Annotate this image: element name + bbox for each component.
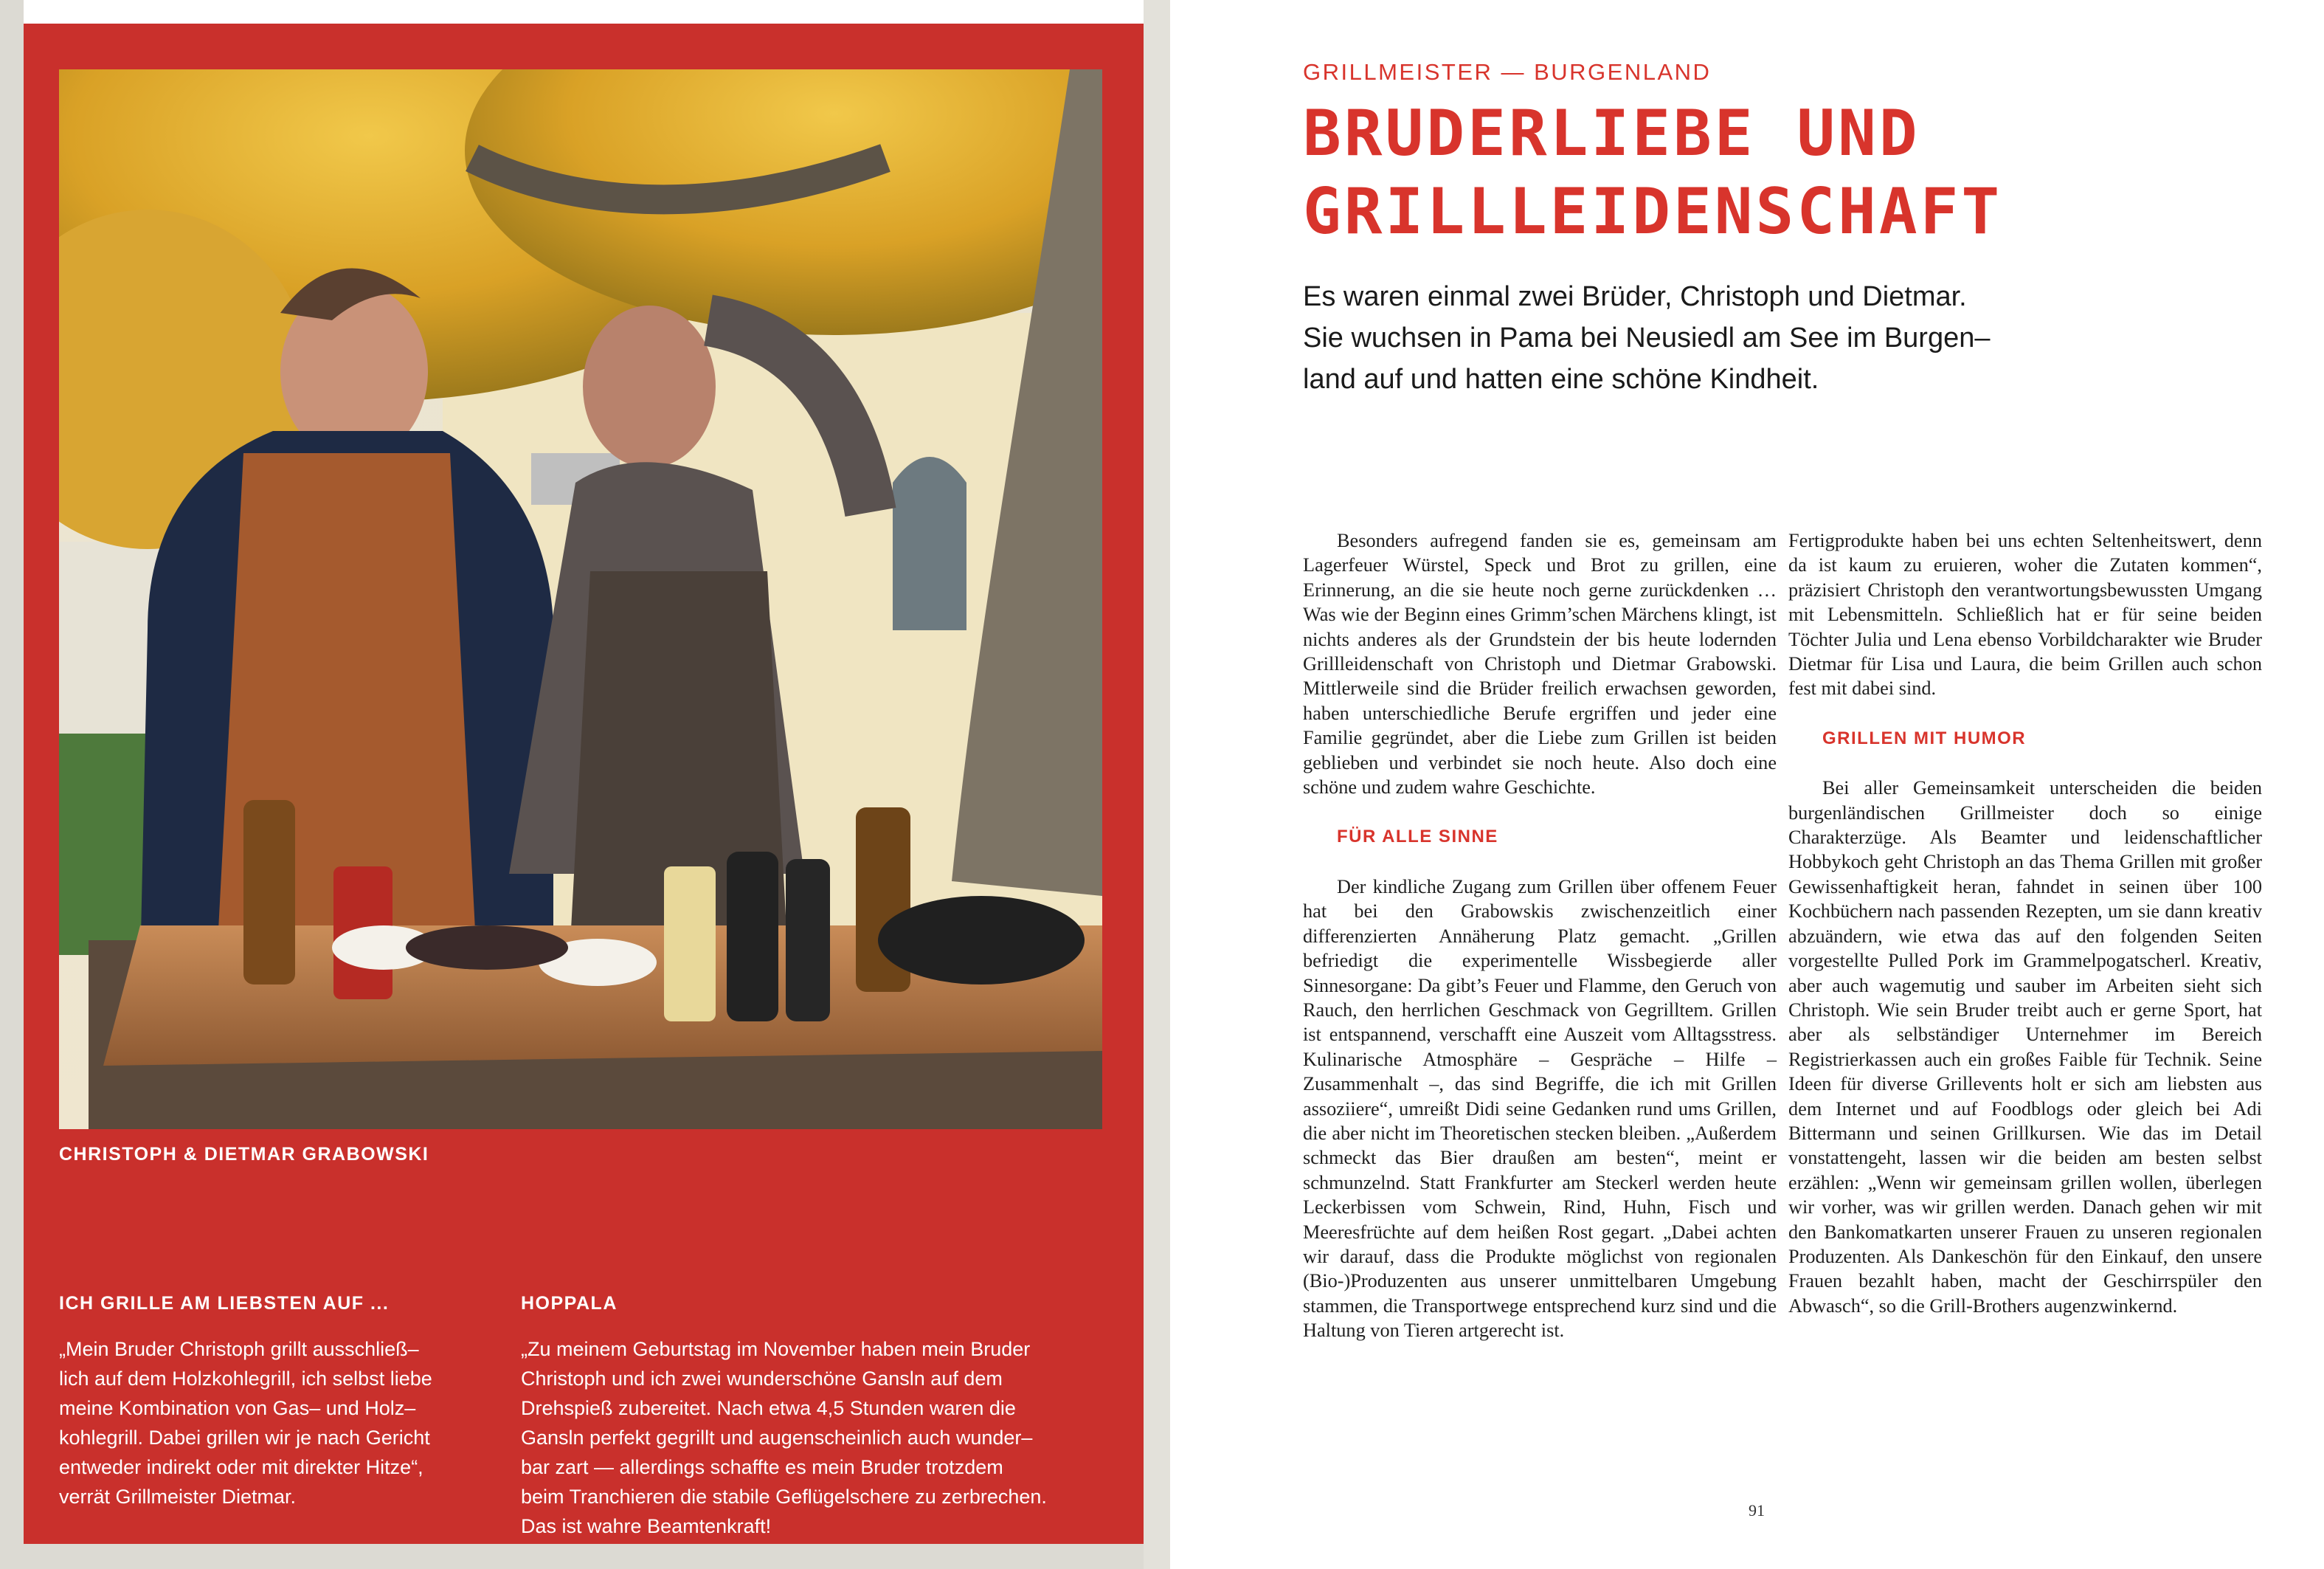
subheading-grillen-mit-humor: GRILLEN MIT HUMOR	[1822, 728, 2027, 748]
title-line: BRUDERLIEBE UND	[1303, 97, 1920, 170]
box1-line: verrät Grillmeister Dietmar.	[59, 1486, 297, 1508]
page-number: 91	[1749, 1501, 1765, 1520]
box2-line: Christoph und ich zwei wunderschöne Gansln auf dem	[521, 1368, 1003, 1390]
body-paragraph: Bei aller Gemeinsamkeit unterscheiden die beiden burgenländischen Grillmeister doch so einige Charakterzüge. Als Beamter und leidenschaftlicher Hobbykoch geht Christoph an das Thema Grillen mit großer Gewissenhaftigkeit heran, fahndet in seinen über 100 Kochbüchern nach passenden Rezepten, um sie dann kreativ abzuändern, wie etwa das auf den folgenden Seiten vorgestellte Pulled Pork im Grammelpogatscherl. Kreativ, aber auch wagemutig und sauber im Arbeiten sieht sich Christoph. Wie sein Bruder treibt auch er gerne Sport, hat aber als selbständiger Unternehmer im Bereich Registrierkassen auch ein großes Faible für Technik. Seine Ideen für diverse Grillevents holt er sich am liebsten aus dem Internet und auf Foodblogs oder gleich bei Adi Bittermann und seinen Grillkursen. Wie das im Detail vonstattengeht, lassen wir die beiden am besten selbst erzählen: „Wenn wir gemeinsam grillen wollen, überlegen wir vorher, was wir grillen werden. Danach gehen wir mit den Bankomatkarten unserer Frauen zu unseren regionalen Produzenten. Als Dankeschön für den Einkauf, den unsere Frauen bezahlt haben, macht der Geschirrspüler den Abwasch“, so die Grill-Brothers augenzwinkernd.	[1788, 777, 2262, 1317]
body-paragraph: Besonders aufregend fanden sie es, gemeinsam am Lagerfeuer Würstel, Speck und Brot zu grillen, eine Erinnerung, an die sie heute noch gerne zurückdenken … Was wie der Beginn eines Grimm’schen Märchens klingt, ist nichts anderes als der Grundstein der bis heute lodernden Grillleidenschaft von Christoph und Dietmar Grabowski. Mittlerweile sind die Brüder freilich erwachsen geworden, haben unterschiedliche Berufe ergriffen und jeder eine Familie gegründet, aber die Liebe zum Grillen ist beiden geblieben und verbindet sie noch heute. Also doch eine schöne und zudem wahre Geschichte.	[1303, 530, 1777, 799]
body-paragraph: Fertigprodukte haben bei uns echten Seltenheitswert, denn da ist kaum zu eruieren, woher die Zutaten kommen“, präzisiert Christoph den verantwortungsbewussten Umgang mit Lebensmitteln. Schließlich hat er für seine beiden Töchter Julia und Lena ebenso Vorbildcharakter wie Bruder Dietmar für Lisa und Laura, die beim Grillen auch schon fest mit dabei sind.	[1788, 530, 2262, 700]
box2-line: beim Tranchieren die stabile Geflügelschere zu zerbrechen.	[521, 1486, 1047, 1508]
box2-line: bar zart — allerdings schaffte es mein Bruder trotzdem	[521, 1456, 1003, 1478]
box2-line: Gansln perfekt gegrillt und augenscheinlich auch wunder–	[521, 1427, 1033, 1449]
body-column-1	[1303, 528, 1777, 1343]
lead-line: land auf und hatten eine schöne Kindheit.	[1303, 364, 1819, 395]
page-edge-bottom	[0, 1544, 1158, 1569]
box2-text	[521, 1334, 1111, 1541]
box2-line: Das ist wahre Beamtenkraft!	[521, 1515, 772, 1537]
lead-line: Sie wuchsen in Pama bei Neusiedl am See im Burgen–	[1303, 323, 1991, 354]
box2-line: „Zu meinem Geburtstag im November haben mein Bruder	[521, 1338, 1031, 1360]
page-gutter	[1144, 0, 1170, 1569]
box1-line: lich auf dem Holzkohlegrill, ich selbst liebe	[59, 1368, 432, 1390]
box1-text	[59, 1334, 509, 1511]
photo-illustration	[59, 69, 1102, 1129]
body-column-2	[1788, 528, 2262, 1318]
article-kicker: GRILLMEISTER — BURGENLAND	[1303, 59, 1712, 85]
subheading-fuer-alle-sinne: FÜR ALLE SINNE	[1337, 827, 1498, 847]
box1-line: meine Kombination von Gas– und Holz–	[59, 1397, 416, 1419]
box1-line: entweder indirekt oder mit direkter Hitze“,	[59, 1456, 423, 1478]
page-edge	[0, 0, 24, 1569]
box1-line: kohlegrill. Dabei grillen wir je nach Gericht	[59, 1427, 430, 1449]
box1-line: „Mein Bruder Christoph grillt ausschließ–	[59, 1338, 419, 1360]
box2-heading: HOPPALA	[521, 1293, 618, 1314]
body-paragraph: Der kindliche Zugang zum Grillen über offenem Feuer hat bei den Grabowskis zwischenzeitlich einer differenzierten Annäherung Platz gemacht. „Grillen befriedigt die experimentelle Wissbegierde aller Sinnesorgane: Da gibt’s Feuer und Flamme, den Geruch von Rauch, den herrlichen Geschmack von Gegrilltem. Grillen ist entspannend, verschafft eine Auszeit vom Alltagsstress. Kulinarische Atmosphäre – Gespräche – Hilfe – Zusammenhalt –, das sind Begriffe, die ich mit Grillen assoziiere“, umreißt Didi seine Gedanken rund ums Grillen, die aber nicht im Theoretischen stecken bleiben. „Außerdem schmeckt das Bier draußen am besten“, meint er schmunzelnd. Statt Frankfurter am Steckerl werden heute Leckerbissen vom Schwein, Rind, Huhn, Fisch und Meeresfrüchte auf dem heißen Rost gegart. „Dabei achten wir darauf, dass die Produkte möglichst von regionalen (Bio-)Produzenten aus unserer unmittelbaren Umgebung stammen, die Transportwege entsprechend kurz sind und die Haltung von Tieren artgerecht ist.	[1303, 875, 1777, 1342]
photo-grillmeister-brothers	[59, 69, 1102, 1129]
title-line: GRILLLEIDENSCHAFT	[1303, 175, 2003, 249]
article-title	[1303, 94, 2188, 251]
article-lead	[1303, 276, 2129, 400]
lead-line: Es waren einmal zwei Brüder, Christoph und Dietmar.	[1303, 281, 1967, 312]
photo-caption: CHRISTOPH & DIETMAR GRABOWSKI	[59, 1144, 429, 1165]
box2-line: Drehspieß zubereitet. Nach etwa 4,5 Stunden waren die	[521, 1397, 1016, 1419]
box1-heading: ICH GRILLE AM LIEBSTEN AUF ...	[59, 1293, 390, 1314]
